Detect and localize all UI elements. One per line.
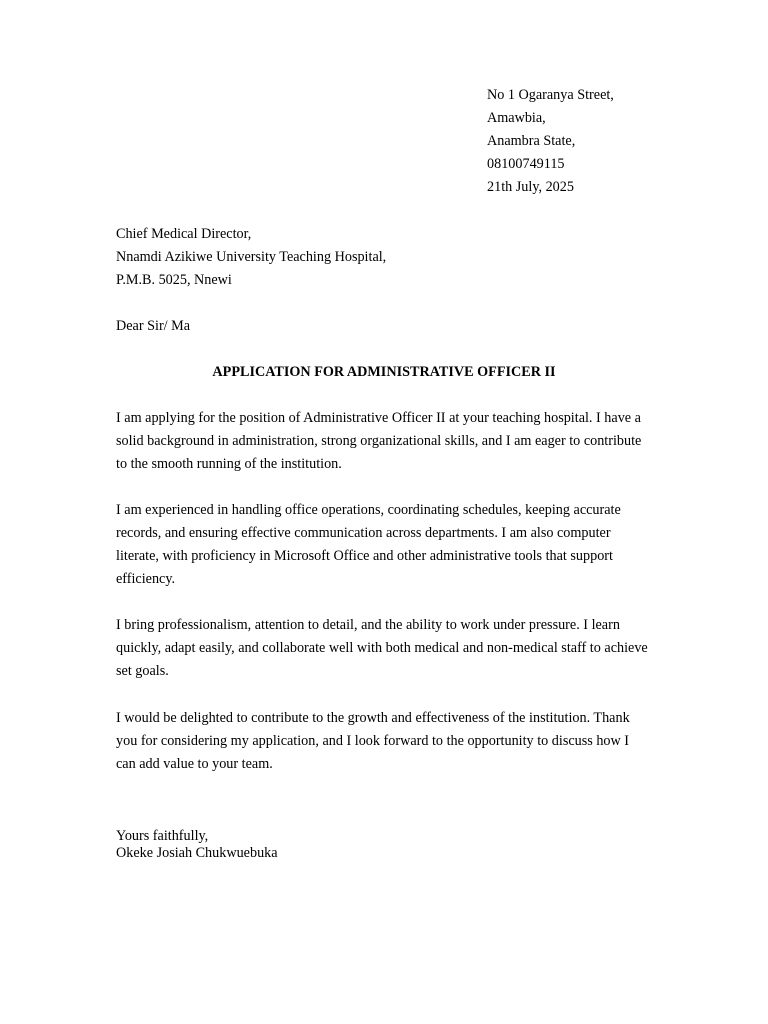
- body-line: solid background in administration, strong organizational skills, and I am eager to contribute: [116, 433, 642, 449]
- sender-street: No 1 Ogaranya Street,: [487, 87, 614, 103]
- recipient-title: Chief Medical Director,: [116, 226, 252, 242]
- body-line: efficiency.: [116, 571, 176, 587]
- body-line: literate, with proficiency in Microsoft Office and other administrative tools that support: [116, 548, 613, 564]
- letter-subject: APPLICATION FOR ADMINISTRATIVE OFFICER II: [212, 364, 556, 380]
- body-line: records, and ensuring effective communication across departments. I am also computer: [116, 525, 611, 541]
- body-line: I am experienced in handling office operations, coordinating schedules, keeping accurate: [116, 502, 621, 518]
- body-line: quickly, adapt easily, and collaborate well with both medical and non-medical staff to achieve: [116, 640, 648, 656]
- body-line: you for considering my application, and I look forward to the opportunity to discuss how I: [116, 733, 630, 749]
- body-line: I am applying for the position of Administrative Officer II at your teaching hospital. I have a: [116, 410, 641, 426]
- signatory-name: Okeke Josiah Chukwuebuka: [116, 845, 278, 861]
- letter-date: 21th July, 2025: [487, 179, 574, 195]
- closing-line: Yours faithfully,: [116, 828, 209, 844]
- body-line: set goals.: [116, 663, 169, 679]
- body-line: to the smooth running of the institution.: [116, 456, 342, 472]
- body-line: I bring professionalism, attention to detail, and the ability to work under pressure. I learn: [116, 617, 620, 633]
- recipient-organization: Nnamdi Azikiwe University Teaching Hospital,: [116, 249, 387, 265]
- sender-town: Amawbia,: [487, 110, 546, 126]
- sender-state: Anambra State,: [487, 133, 576, 149]
- sender-phone: 08100749115: [487, 156, 565, 172]
- body-line: can add value to your team.: [116, 756, 273, 772]
- recipient-address: P.M.B. 5025, Nnewi: [116, 272, 232, 288]
- body-line: I would be delighted to contribute to the growth and effectiveness of the institution. Thank: [116, 710, 630, 726]
- salutation: Dear Sir/ Ma: [116, 318, 191, 334]
